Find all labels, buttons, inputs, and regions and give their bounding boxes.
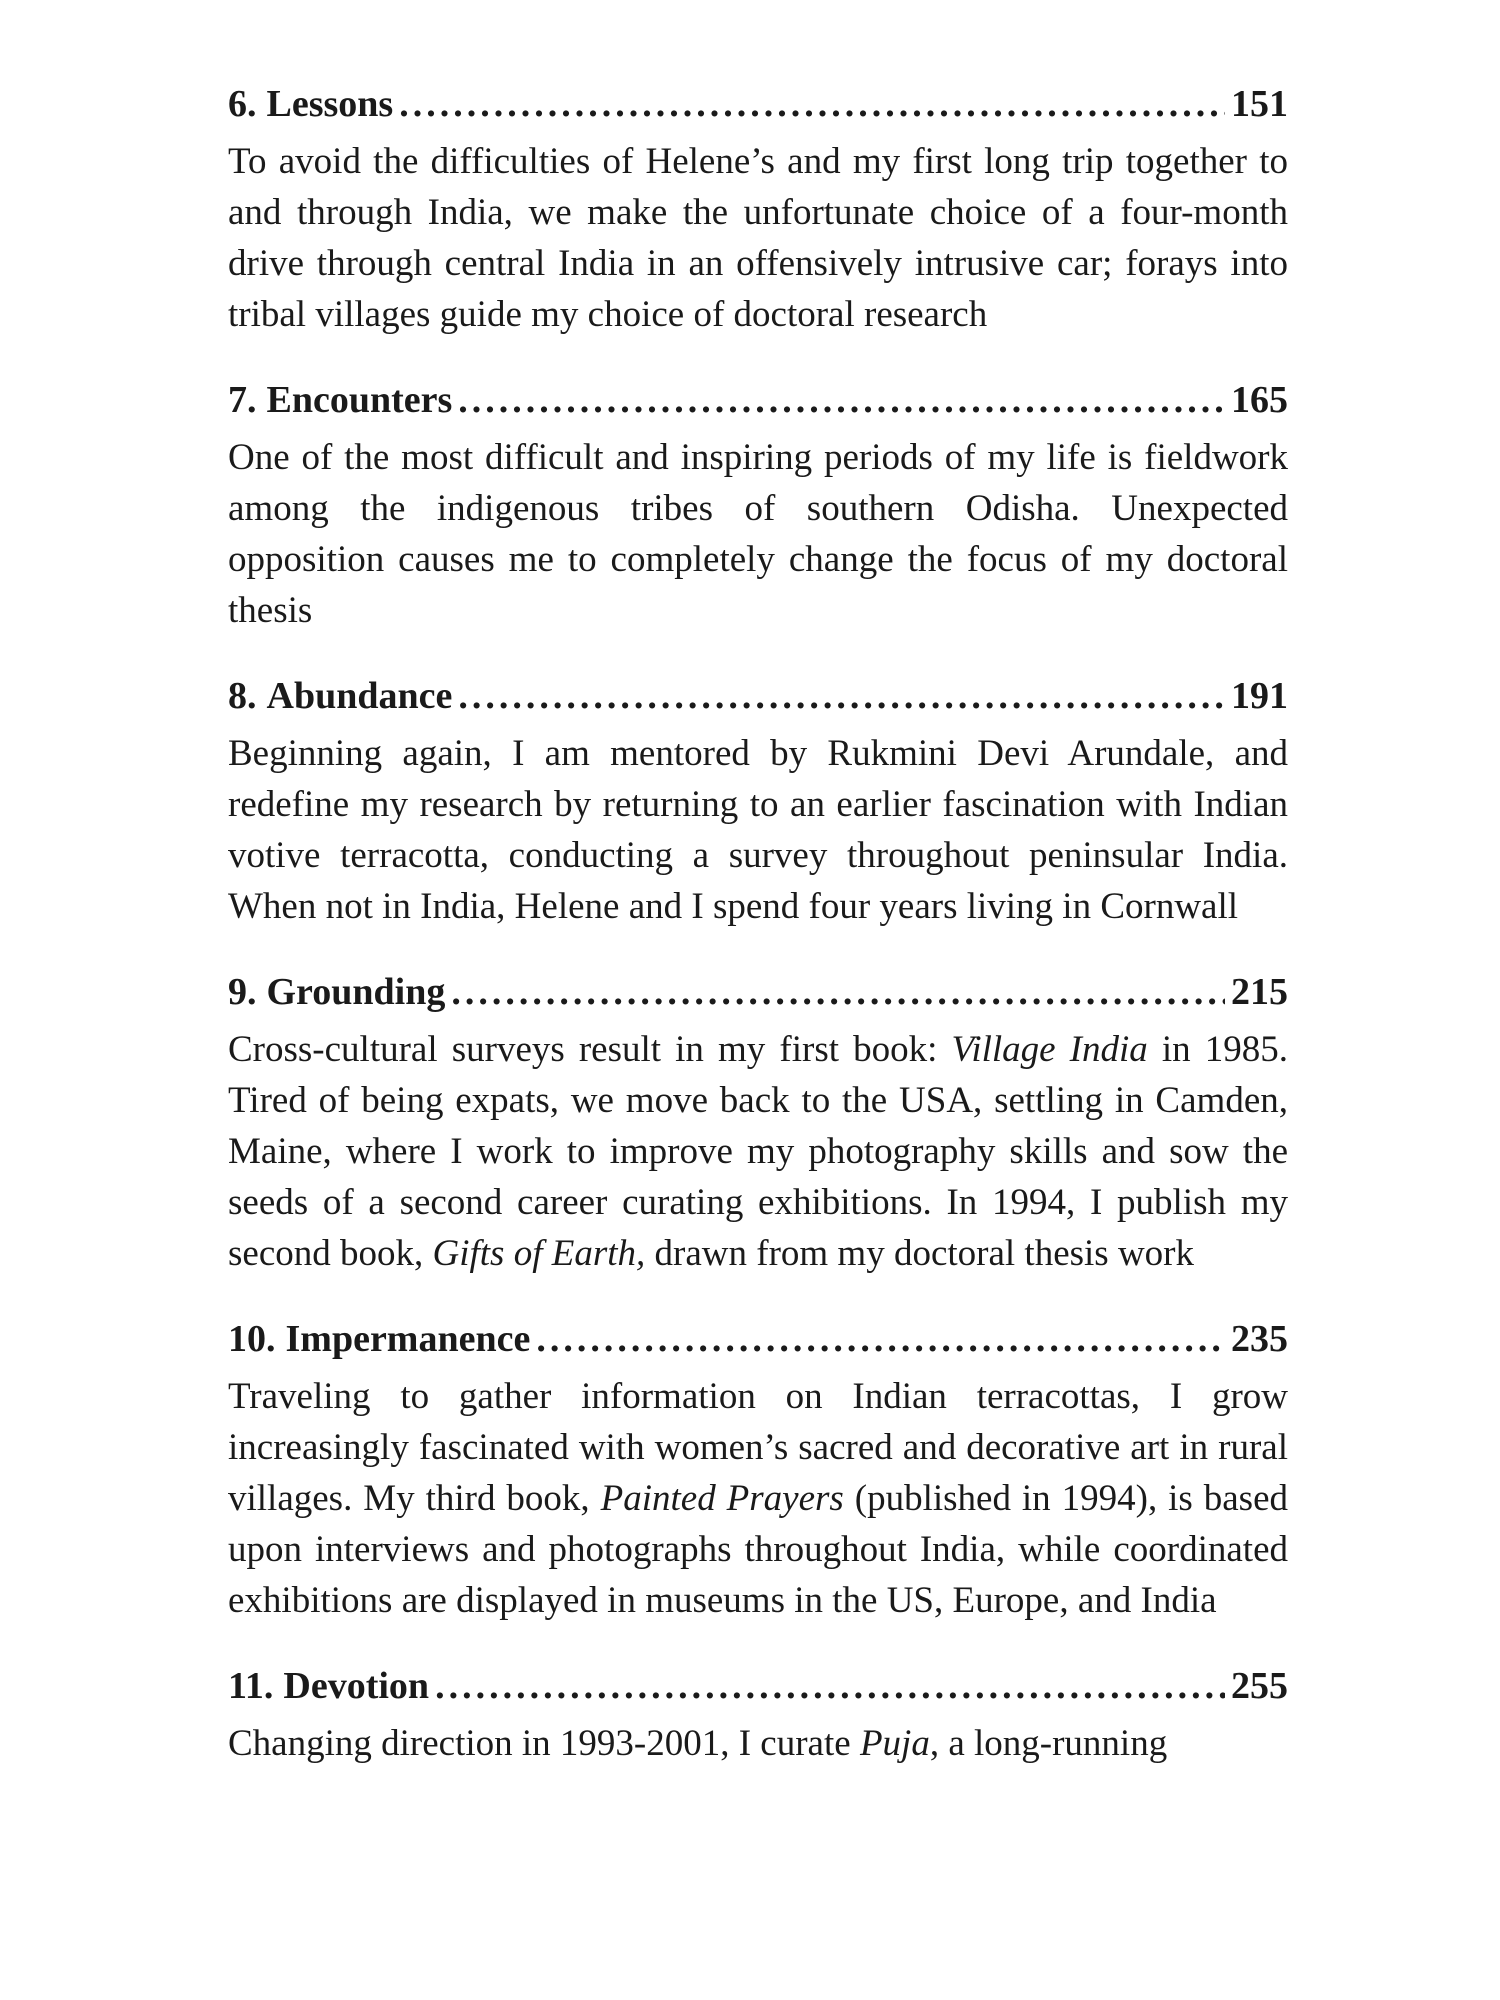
chapter-title: Lessons [266,83,394,125]
chapter-description [228,728,1288,932]
chapter-number: 7. [228,379,257,421]
chapter-description [228,1024,1288,1279]
chapter-title: Abundance [266,675,453,717]
page-number: 235 [1231,1318,1288,1360]
chapter-entry [228,670,1288,932]
chapter-number: 6. [228,83,257,125]
description-text: drawn from my doctoral thesis work [645,1233,1194,1274]
dot-leader [458,670,1225,722]
page-number: 151 [1231,83,1288,125]
page-number: 191 [1231,675,1288,717]
description-text: Traveling to gather information on Indian terracottas, I grow increasingly fascinated with women’s sacred and decorative art in rural villages. My third book, [228,1376,1288,1519]
chapter-title: Grounding [266,971,446,1013]
chapter-entry [228,78,1288,340]
book-title-gifts-of-earth: Gifts of Earth, [432,1233,646,1274]
chapter-entry [228,1313,1288,1626]
book-title-village-india: Village India [951,1029,1148,1070]
description-text: To avoid the difficulties of Helene’s and my first long trip together to and through India, we make the unfortunate choice of a four-month drive through central India in an offensively intrusive car; forays into tribal villages guide my choice of doctoral research [228,141,1288,335]
exhibition-title-puja: Puja [859,1723,930,1764]
description-text: Beginning again, I am mentored by Rukmini Devi Arundale, and redefine my research by returning to an earlier fascination with Indian votive terracotta, conducting a survey throughout peninsular India. When not in India, Helene and I spend four years living in Cornwall [228,733,1288,927]
chapter-description [228,1371,1288,1626]
description-text: (published in 1994), is based upon interviews and photographs throughout India, while coordinated exhibitions are displayed in museums in the US, Europe, and India [228,1478,1288,1621]
chapter-description [228,432,1288,636]
chapter-title: Impermanence [285,1318,531,1360]
description-text: Cross-cultural surveys result in my first book: [228,1029,952,1070]
chapter-entry [228,374,1288,636]
page-number: 215 [1231,971,1288,1013]
dot-leader [536,1313,1225,1365]
page-number: 165 [1231,379,1288,421]
description-text: in 1985. Tired of being expats, we move back to the USA, settling in Camden, Maine, where I work to improve my photography skills and sow the seeds of a second career curating exhibitions. In 1994, I publish my second book, [228,1029,1288,1274]
chapter-title: Encounters [266,379,453,421]
chapter-entry [228,1660,1288,1769]
page-number: 255 [1231,1665,1288,1707]
chapter-description [228,136,1288,340]
chapter-heading[interactable] [228,78,1288,130]
chapter-description [228,1718,1288,1769]
chapter-heading[interactable] [228,966,1288,1018]
dot-leader [399,78,1225,130]
chapter-heading[interactable] [228,1660,1288,1712]
dot-leader [451,966,1225,1018]
book-title-painted-prayers: Painted Prayers [600,1478,844,1519]
chapter-number: 9. [228,971,257,1013]
chapter-number: 8. [228,675,257,717]
dot-leader [435,1660,1225,1712]
chapter-entry [228,966,1288,1279]
description-text: , a long-running [929,1723,1168,1764]
table-of-contents [228,78,1288,1803]
description-text: One of the most difficult and inspiring periods of my life is fieldwork among the indigenous tribes of southern Odisha. Unexpected opposition causes me to completely change the focus of my doctoral thesis [228,437,1288,631]
chapter-heading[interactable] [228,1313,1288,1365]
dot-leader [458,374,1225,426]
chapter-heading[interactable] [228,374,1288,426]
chapter-number: 10. [228,1318,276,1360]
chapter-heading[interactable] [228,670,1288,722]
chapter-title: Devotion [283,1665,430,1707]
chapter-number: 11. [228,1665,274,1707]
description-text: Changing direction in 1993-2001, I curate [228,1723,860,1764]
